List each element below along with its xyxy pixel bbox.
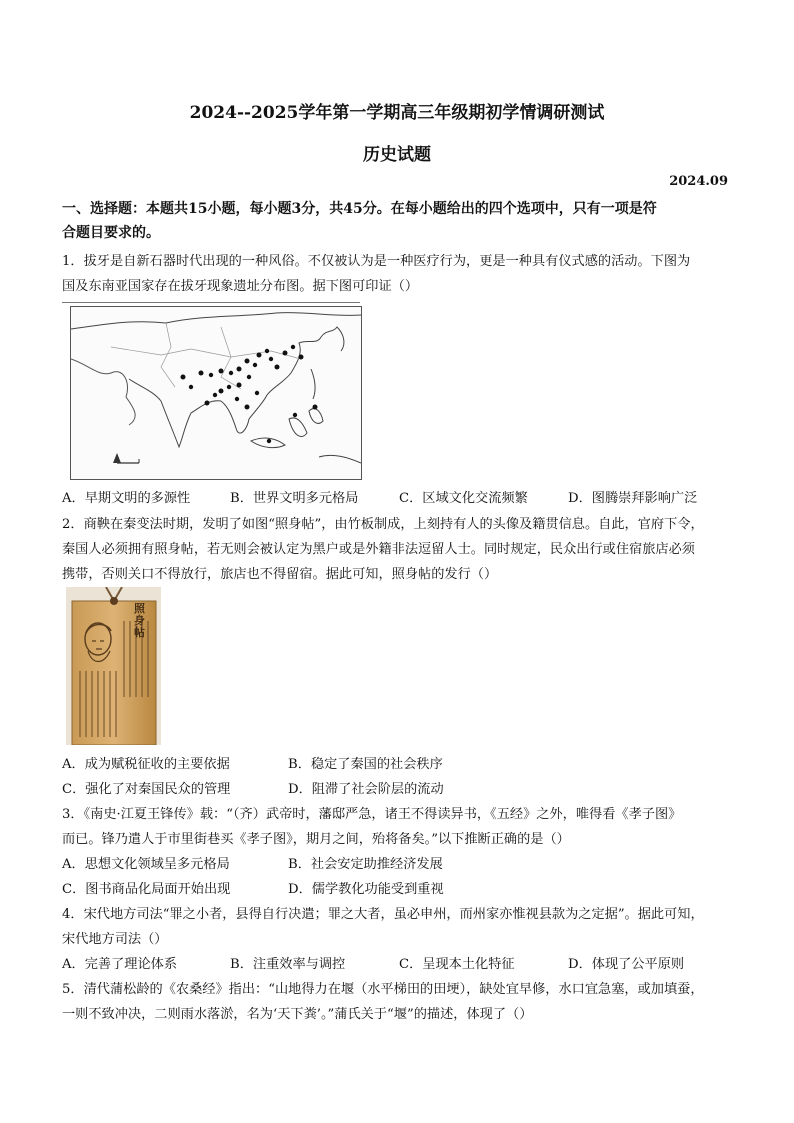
q4-option-a: A．完善了理论体系 <box>62 957 178 972</box>
exam-subtitle: 历史试题 <box>363 145 431 165</box>
q5-line1: 5．清代蒲松龄的《农桑经》指出：“山地得力在堰（水平梯田的田埂），缺处宜早修，水口宜急塞，或加填蚕， <box>62 982 704 997</box>
q4-line1: 4．宋代地方司法“罪之小者，县得自行决遣；罪之大者，虽必申州，而州家亦惟视县款为之定据”。据此可知， <box>62 907 704 922</box>
tablet-title: 照身帖 <box>134 602 145 639</box>
q2-line2: 秦国人必须拥有照身帖，若无则会被认定为黑户或是外籍非法逗留人士。同时规定，民众出行或住宿旅店必须 <box>62 542 695 557</box>
q4-option-d: D．体现了公平原则 <box>568 957 685 972</box>
q3-option-a: A．思想文化领域呈多元格局 <box>62 857 230 872</box>
exam-title: 2024--2025学年第一学期高三年级期初学情调研测试 <box>189 103 605 123</box>
q1-option-c: C．区域文化交流频繁 <box>399 491 528 506</box>
q4-line2: 宋代地方司法（） <box>62 932 168 947</box>
q4-option-b: B．注重效率与调控 <box>230 957 346 972</box>
q1-option-a: A．早期文明的多源性 <box>62 491 191 506</box>
q2-option-d: D．阻滞了社会阶层的流动 <box>288 782 444 797</box>
exam-date: 2024.09 <box>669 174 728 189</box>
q5-line2: 一则不致冲决，二则雨水落淤，名为‘天下粪’。”蒲氏关于“堰”的描述，体现了（） <box>62 1007 533 1022</box>
section-heading-line2: 合题目要求的。 <box>62 225 160 241</box>
q2-option-b: B．稳定了秦国的社会秩序 <box>288 757 443 772</box>
q3-line2: 而已。锋乃遣人于市里街巷买《孝子图》，期月之间，殆将备矣。”以下推断正确的是（） <box>62 832 570 847</box>
q2-option-c: C．强化了对秦国民众的管理 <box>62 782 231 797</box>
q1-option-b: B．世界文明多元格局 <box>230 491 359 506</box>
q3-option-c: C．图书商品化局面开始出现 <box>62 882 231 897</box>
map-image <box>71 307 361 479</box>
q1-line1: 1．拔牙是自新石器时代出现的一种风俗。不仅被认为是一种医疗行为，更是一种具有仪式感的活动。下图为 <box>62 254 691 269</box>
map-top-rule <box>62 302 360 303</box>
q3-option-d: D．儒学教化功能受到重视 <box>288 882 444 897</box>
q2-option-a: A．成为赋税征收的主要依据 <box>62 757 230 772</box>
q2-line1: 2．商鞅在秦变法时期，发明了如图“照身帖”，由竹板制成，上刻持有人的头像及籍贯信息。自此，官府下令， <box>62 517 704 532</box>
q3-line1: 3．《南史·江夏王锋传》载：“（齐）武帝时，藩邸严急，诸王不得读异书，《五经》之外，唯得看《孝子图》 <box>62 807 682 822</box>
q1-option-d: D．图腾崇拜影响广泛 <box>568 491 698 506</box>
q1-line2: 国及东南亚国家存在拔牙现象遗址分布图。据下图可印证（） <box>62 279 419 294</box>
q4-option-c: C．呈现本土化特征 <box>399 957 515 972</box>
q3-option-b: B．社会安定助推经济发展 <box>288 857 443 872</box>
section-heading-line1: 一、选择题：本题共15小题，每小题3分，共45分。在每小题给出的四个选项中，只有一项是符 <box>62 201 657 217</box>
tooth-extraction-map <box>70 306 362 480</box>
zhaoshentie-photo <box>66 587 161 745</box>
q2-line3: 携带，否则关口不得放行，旅店也不得留宿。据此可知，照身帖的发行（） <box>62 567 498 582</box>
